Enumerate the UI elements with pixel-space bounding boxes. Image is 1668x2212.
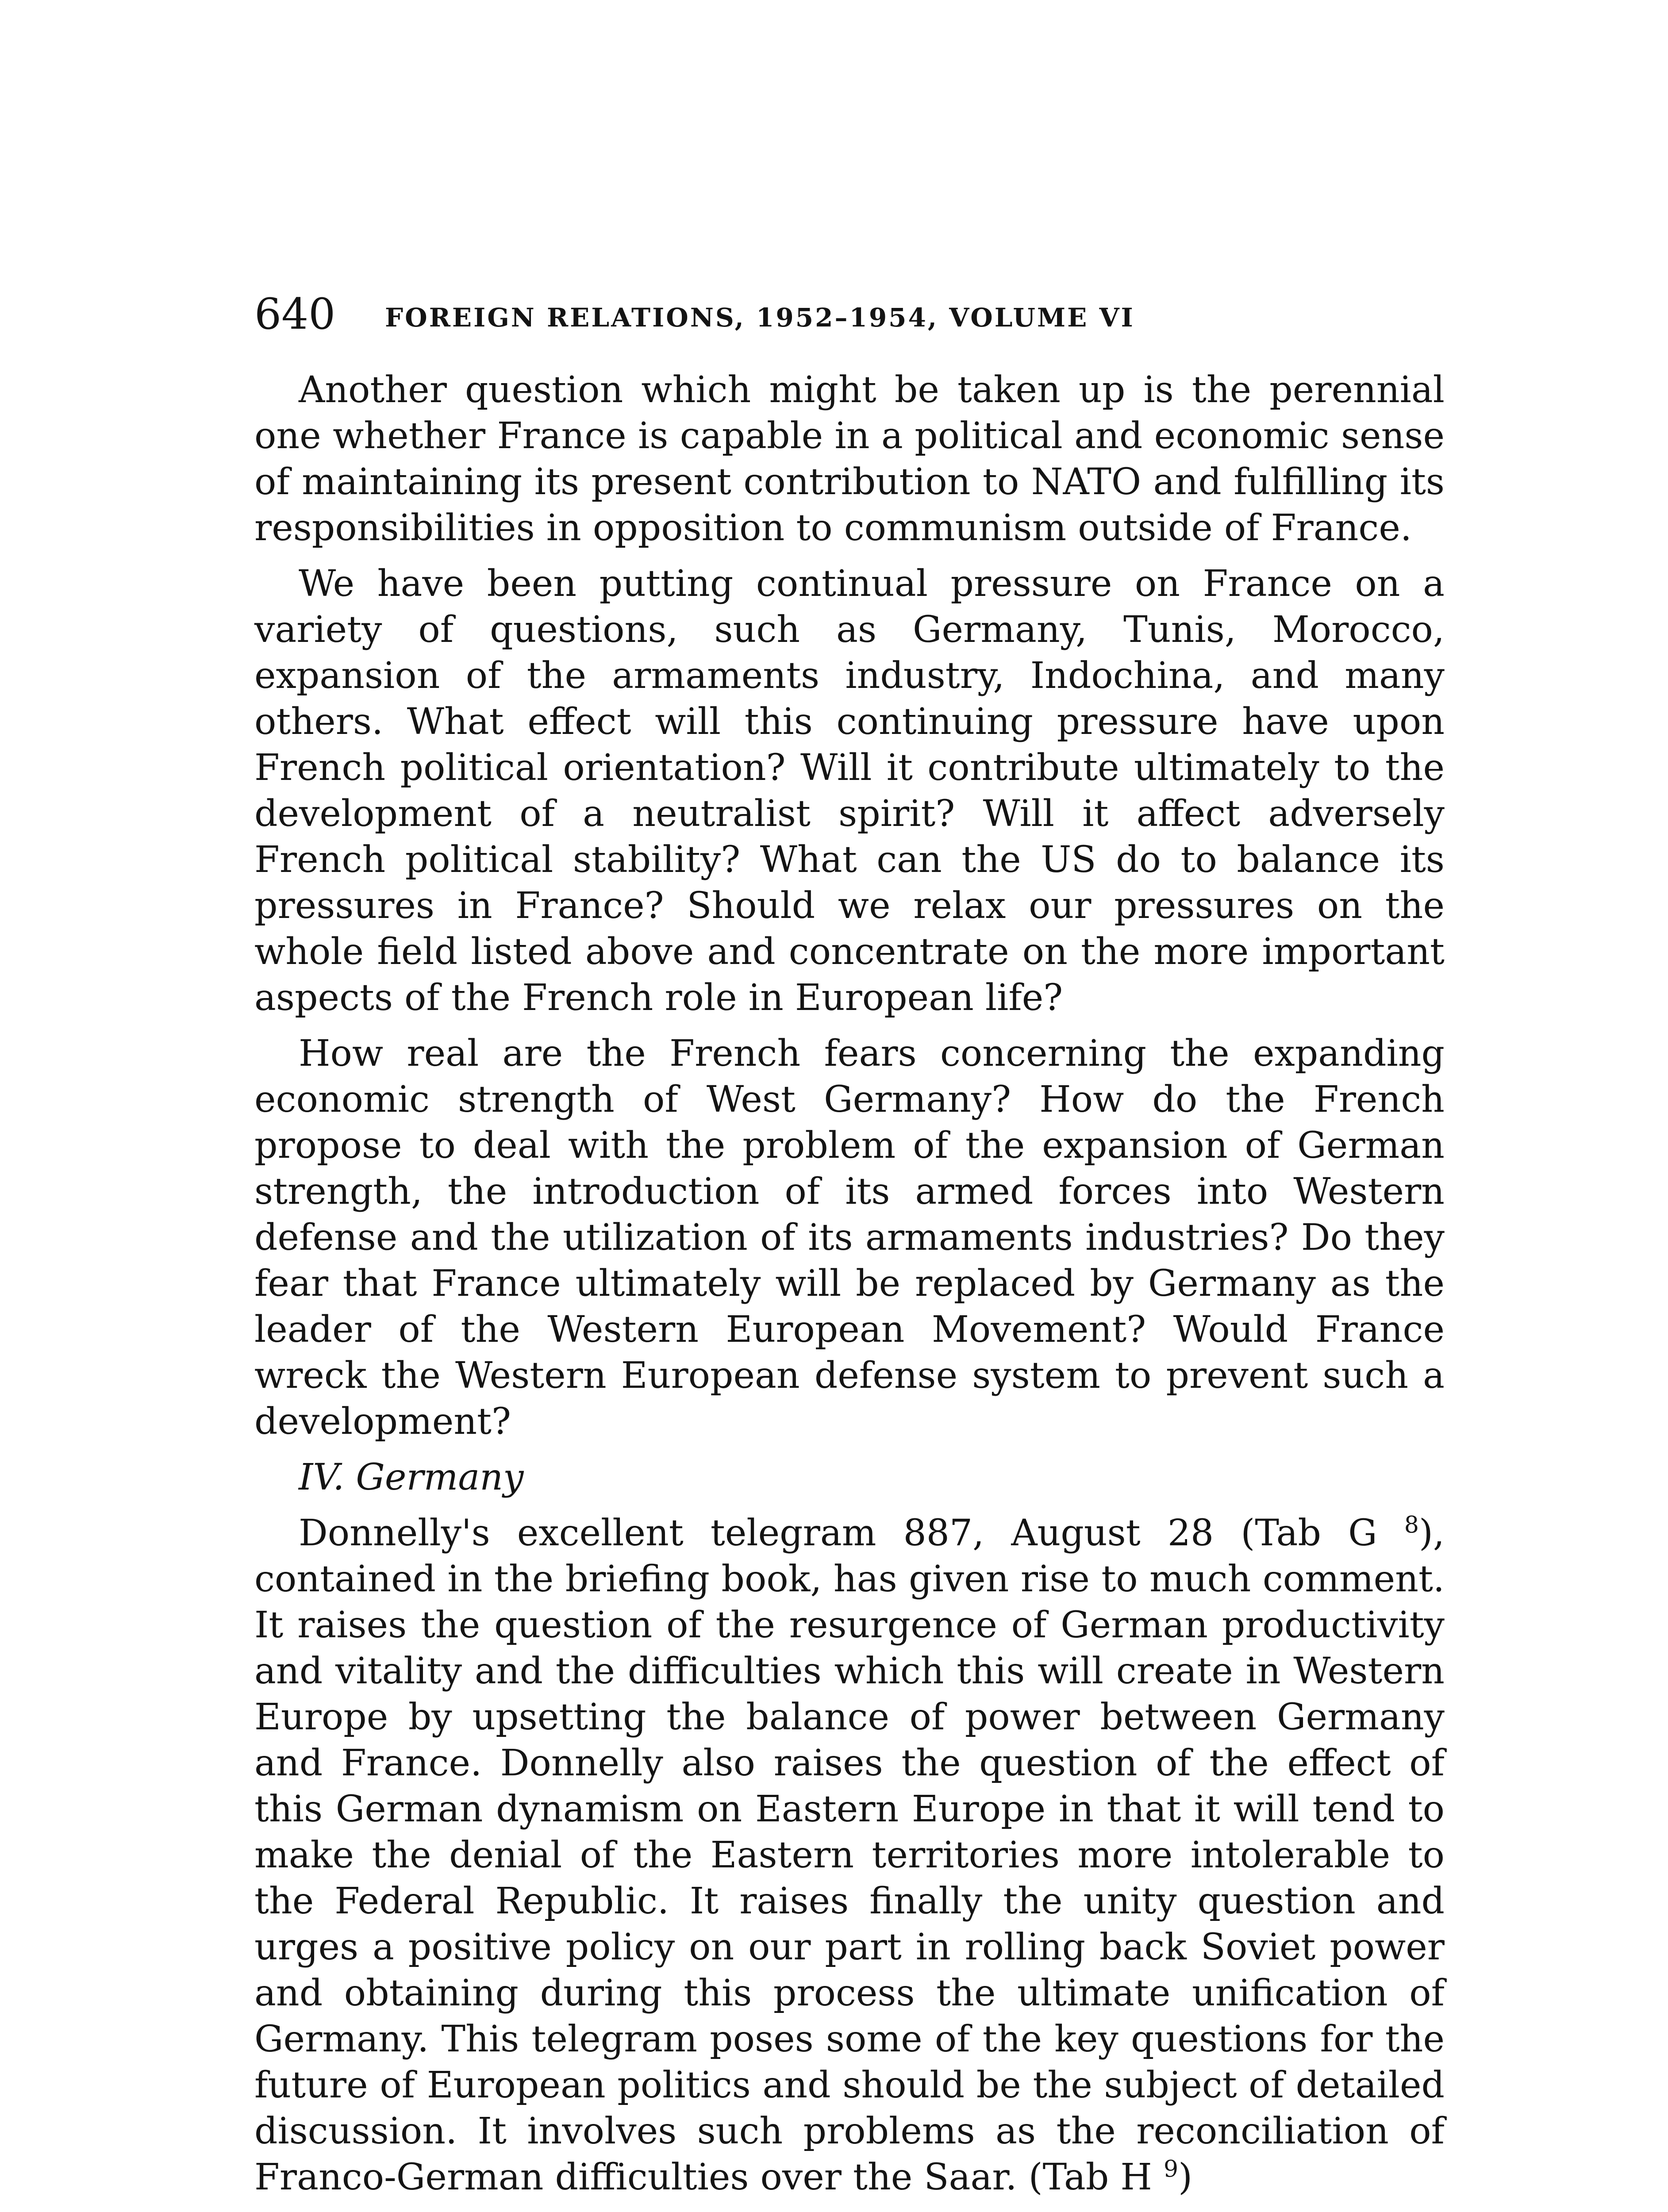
running-head	[254, 288, 1449, 341]
section-heading: IV. Germany	[299, 1456, 524, 1498]
body-text	[254, 367, 1445, 2212]
paragraph	[254, 2210, 1445, 2212]
paragraph: How real are the French fears concerning the expanding economic strength of West Germany? How do the French propose to deal with the problem of the expansion of German strength, the introduction of its armed forces into Western defense and the utilization of its armaments industries? Do they fear that France ultimately will be replaced by Germany as the leader of the Western European Movement? Would France wreck the Western European defense system to prevent such a development?	[254, 1033, 1445, 1443]
paragraph-text: ), contained in the briefing book, has given rise to much comment. It raises the question of the resurgence of German productivity and vitality and the difficulties which this will create in Western Europe by upsetting the balance of power between Germany and France. Donnelly also raises the question of the effect of this German dynamism on Eastern Europe in that it will tend to make the denial of the Eastern territories more intolerable to the Federal Republic. It raises finally the unity question and urges a positive policy on our part in rolling back Soviet power and obtaining during this process the ultimate unification of Germany. This telegram poses some of the key questions for the future of European politics and should be the subject of detailed discussion. It involves such problems as the reconciliation of Franco-German difficulties over the Saar. (Tab H	[254, 1512, 1445, 2198]
running-title: FOREIGN RELATIONS, 1952–1954, VOLUME VI	[385, 303, 1135, 333]
paragraph-text: Donnelly's excellent telegram 887, August 28 (Tab G	[299, 1512, 1404, 1554]
page-number: 640	[254, 289, 336, 339]
paragraph-text: )	[1178, 2156, 1193, 2198]
paragraph: Another question which might be taken up is the perennial one whether France is capable in a political and economic sense of maintaining its present contribution to NATO and fulfilling its responsibilities in opposition to communism outside of France.	[254, 369, 1445, 549]
footnote-reference: 8	[1404, 1512, 1419, 1539]
paragraph	[254, 1510, 1445, 2200]
footnote-reference: 9	[1164, 2156, 1179, 2183]
paragraph: We have been putting continual pressure on France on a variety of questions, such as Germany, Tunis, Morocco, expansion of the armaments industry, Indochina, and many others. What effect will this continuing pressure have upon French political orientation? Will it contribute ultimately to the development of a neutralist spirit? Will it affect adversely French political stability? What can the US do to balance its pressures in France? Should we relax our pressures on the whole field listed above and concentrate on the more important aspects of the French role in European life?	[254, 563, 1445, 1019]
